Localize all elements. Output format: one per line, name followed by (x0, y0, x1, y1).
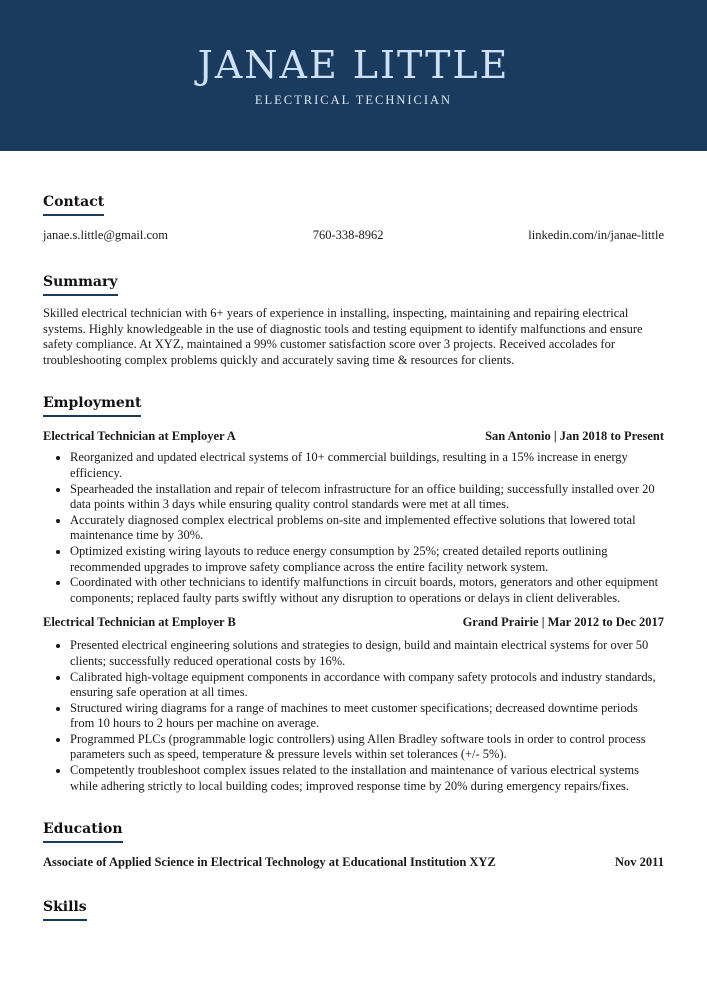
job-bullet: • Reorganized and updated electrical systems of 10+ commercial buildings, resulting in a 15% increase in energy efficiency. (70, 450, 664, 481)
job-meta: Grand Prairie | Mar 2012 to Dec 2017 (462, 615, 664, 630)
contact-email[interactable]: janae.s.little@gmail.com (43, 228, 169, 242)
resume-body (0, 193, 707, 921)
education-entry (43, 855, 664, 870)
skills-heading: Skills (43, 899, 87, 921)
education-section (43, 820, 664, 870)
job-bullet: • Programmed PLCs (programmable logic controllers) using Allen Bradley software tools in order to control process parameters such as speed, temperature & pressure levels within set tolerances (+/- 5%). (70, 732, 664, 763)
contact-heading: Contact (43, 194, 104, 216)
job-bullet: • Coordinated with other technicians to identify malfunctions in circuit boards, motors, generators and other equipment components; replaced faulty parts swiftly without any disruption to operations or delays in client deliverables. (70, 575, 664, 606)
employment-section (43, 394, 664, 794)
contact-row (43, 228, 664, 243)
education-date: Nov 2011 (615, 855, 664, 870)
summary-heading: Summary (43, 274, 118, 296)
job-bullet: • Accurately diagnosed complex electrical problems on-site and implemented effective solutions that lowered total maintenance time by 30%. (70, 513, 664, 544)
job-title: Electrical Technician at Employer A (43, 429, 236, 444)
job-meta: San Antonio | Jan 2018 to Present (485, 429, 664, 444)
job-header (43, 615, 664, 630)
employment-heading: Employment (43, 395, 141, 417)
summary-text: Skilled electrical technician with 6+ years of experience in installing, inspecting, maintaining and repairing electrical systems. Highly knowledgeable in the use of diagnostic tools and testing equipment to identify malfunctions and ensure safety compliance. At XYZ, maintained a 99% customer satisfaction score over 3 projects. Received accolades for troubleshooting complex problems quickly and accurately saving time & resources for clients. (43, 306, 643, 367)
job-bullet: • Spearheaded the installation and repair of telecom infrastructure for an office building; successfully installed over 20 data points within 3 days while ensuring quality control standards were met at all times. (70, 482, 664, 513)
job-bullet: • Competently troubleshoot complex issues related to the installation and maintenance of various electrical systems while adhering strictly to local building codes; improved response time by 20% during emergency repairs/fixes. (70, 763, 664, 794)
skills-section (43, 898, 664, 921)
candidate-name: JANAE LITTLE (197, 43, 510, 87)
job-bullets (43, 638, 664, 794)
job-bullet: • Calibrated high-voltage equipment components in accordance with company safety protocols and industry standards, ensuring safe operation at all times. (70, 670, 664, 701)
job-bullet: • Structured wiring diagrams for a range of machines to meet customer specifications; decreased downtime periods from 10 hours to 2 hours per machine on average. (70, 701, 664, 732)
education-heading: Education (43, 821, 123, 843)
job-bullets (43, 450, 664, 606)
job-bullet: • Presented electrical engineering solutions and strategies to design, build and maintain electrical systems for over 50 clients; successfully reduced operational costs by 16%. (70, 638, 664, 669)
contact-linkedin[interactable]: linkedin.com/in/janae-little (528, 228, 664, 242)
job-entry (43, 615, 664, 794)
resume-header (0, 0, 707, 151)
job-header (43, 429, 664, 444)
job-title: Electrical Technician at Employer B (43, 615, 236, 630)
candidate-title: ELECTRICAL TECHNICIAN (254, 93, 453, 107)
contact-phone[interactable]: 760-338-8962 (312, 228, 384, 242)
job-entry (43, 429, 664, 606)
contact-section (43, 193, 664, 243)
job-bullet: • Optimized existing wiring layouts to reduce energy consumption by 25%; created detailed reports outlining recommended upgrades to improve safety compliance across the entire facility network system. (70, 544, 664, 575)
education-degree: Associate of Applied Science in Electrical Technology at Educational Institution XYZ (43, 855, 496, 870)
summary-section (43, 273, 664, 368)
